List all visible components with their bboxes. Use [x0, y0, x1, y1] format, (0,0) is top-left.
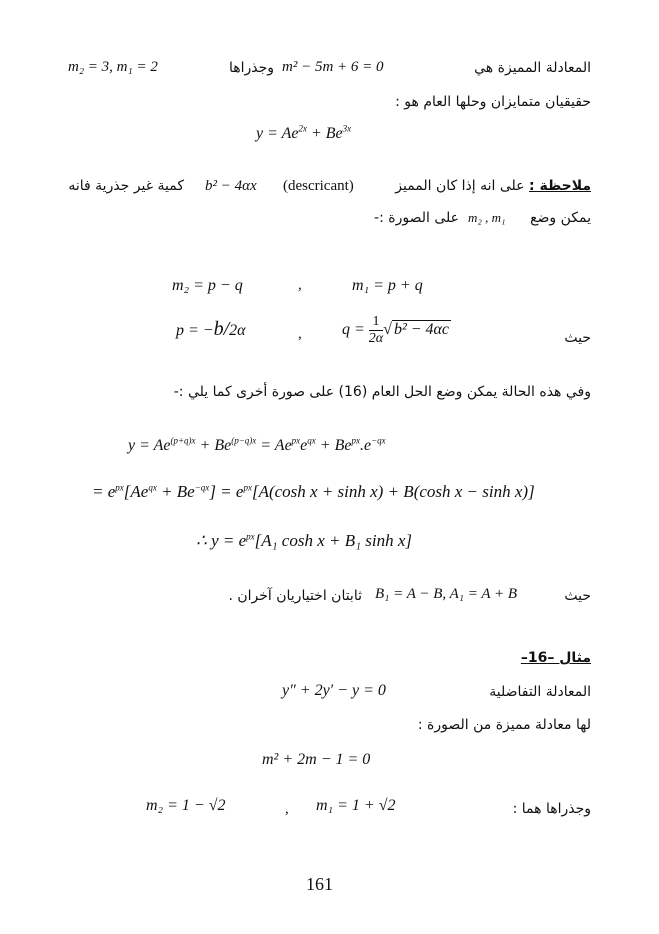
example-char-label: لها معادلة مميزة من الصورة : [417, 717, 591, 733]
q-fraction [369, 314, 383, 347]
discriminant-expr: b² − 4αx [205, 178, 257, 194]
q-den: 2α [368, 331, 384, 346]
roots-values: m₂ = 3, m₁ = 2 [68, 59, 158, 75]
q-def: q = $\frac{1}{2\alpha}$ √ b² − 4αc [342, 314, 450, 346]
p-2alpha: 2α [229, 322, 246, 339]
example-root-m2: m₂ = 1 − √2 [146, 797, 226, 814]
p-label: p = − [176, 322, 214, 339]
p-b: b [213, 318, 224, 340]
note-label: ملاحظة : [529, 178, 591, 194]
q-radicand: b² − 4αc [393, 321, 450, 339]
q-label: q = [342, 321, 365, 339]
consts-where: حيث [564, 588, 591, 604]
example-roots-sep: , [285, 801, 289, 817]
note-line-2b: على الصورة :- [374, 210, 459, 226]
note-roots: m₂ , m₁ [468, 210, 506, 225]
defs-comma: , [298, 277, 302, 293]
pq-sep: , [298, 326, 302, 342]
note-line-2a: يمكن وضع [530, 210, 591, 226]
m1-def: m₁ = p + q [352, 277, 423, 294]
solution-hyperbolic: = $e^{px}[Ae^{qx} + Be^{-qx}] = e^{px}[A(\cosh$ x + sinh x) + B(cosh x − sinh x)] [92, 482, 535, 501]
general-solution: $y = Ae^{2x} + Be^{3x}$ [256, 123, 352, 142]
char-eq-label: المعادلة المميزة هي [474, 60, 591, 76]
example-poly: m² + 2m − 1 = 0 [262, 751, 371, 768]
note-text-1: على انه إذا كان المميز [395, 178, 525, 194]
example-root-m1: m₁ = 1 + √2 [316, 797, 396, 814]
solution-final: ∴ $y = e^{px}[A_1$ cosh x + B₁ sinh x] [196, 531, 413, 550]
example-eq: y″ + 2y′ − y = 0 [282, 682, 386, 699]
example-eq-label: المعادلة التفاضلية [489, 684, 591, 700]
q-num: 1 [369, 314, 383, 331]
note-text-2: كمية غير جذرية فانه [68, 178, 184, 194]
m2-def: m₂ = p − q [172, 277, 243, 294]
example-title: مثال –16– [520, 650, 591, 666]
page-number: 161 [306, 874, 333, 894]
roots-label: وجذراها [228, 60, 274, 76]
consts-eq: B₁ = A − B, A₁ = A + B [375, 586, 518, 602]
case-line: وفي هذه الحالة يمكن وضع الحل العام (16) على صورة أخرى كما يلي :- [173, 384, 591, 400]
p-def: p = −b/2α [176, 318, 246, 340]
note-line [395, 178, 591, 194]
solution-expanded: $y = Ae^{(p+q)x} + Be^{(p-q)x} = Ae^{px}e^{qx} + Be^{px}.e^{-qx}$ [128, 435, 386, 454]
where-label: حيث [564, 330, 591, 346]
discriminant-word: (descricant) [283, 178, 354, 194]
example-roots-label: وجذراها هما : [512, 801, 591, 817]
char-eq: m² − 5m + 6 = 0 [282, 59, 384, 75]
consts-text: ثابتان اختياريان آخران . [228, 588, 362, 604]
general-solution-label: حقيقيان متمايزان وحلها العام هو : [395, 94, 591, 110]
